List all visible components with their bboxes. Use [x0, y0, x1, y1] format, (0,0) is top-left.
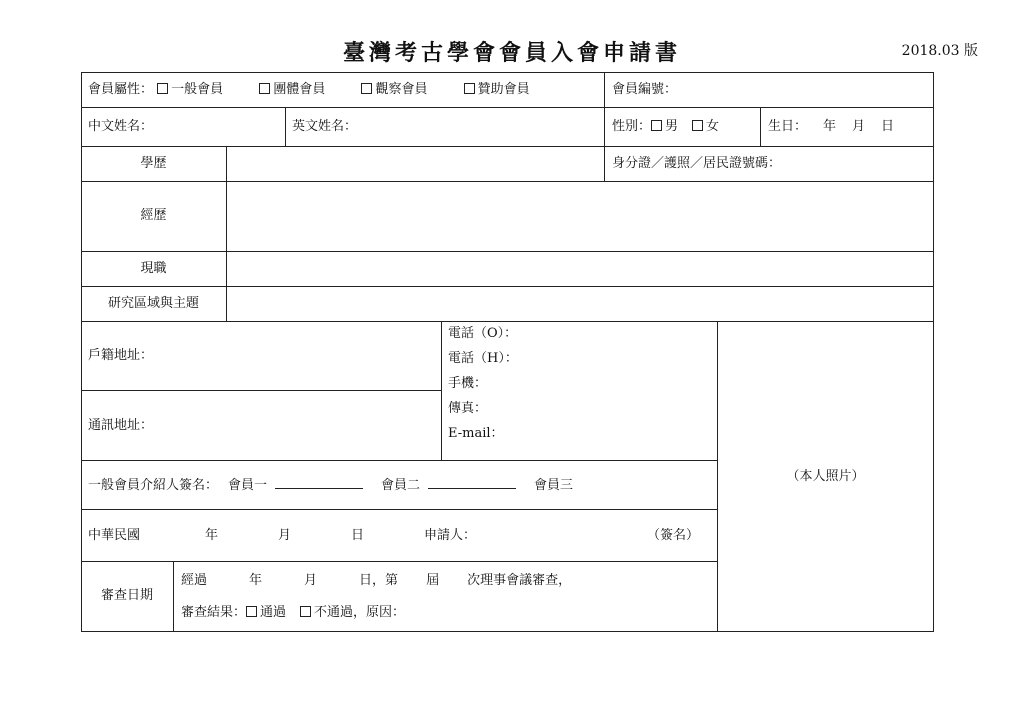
option-label: 團體會員 — [273, 82, 326, 97]
col-divider — [604, 72, 605, 107]
col-divider — [441, 321, 442, 460]
education-label: 學歷 — [140, 156, 167, 171]
photo-placeholder: （本人照片） — [786, 469, 865, 484]
row-divider — [81, 251, 934, 252]
row-divider — [81, 146, 934, 147]
current-job-label: 現職 — [140, 261, 167, 276]
referrer-3-label: 會員三 — [534, 478, 574, 493]
referral-label: 一般會員介紹人簽名： — [88, 478, 219, 493]
review-day-label: 日，第 — [359, 573, 399, 588]
referrer-1-label: 會員一 — [228, 478, 268, 493]
fail-checkbox[interactable] — [300, 606, 311, 617]
review-prefix: 經過 — [181, 573, 208, 588]
pass-checkbox[interactable] — [246, 606, 257, 617]
col-divider — [226, 146, 227, 321]
member-type-row — [88, 82, 562, 98]
female-checkbox[interactable] — [692, 120, 703, 131]
applicant-field[interactable]: 申請人： — [424, 528, 477, 543]
row-divider — [81, 561, 717, 562]
review-line-2 — [181, 605, 405, 621]
birthday-field[interactable] — [768, 119, 894, 135]
option-label: 觀察會員 — [375, 82, 428, 97]
row-divider — [81, 460, 717, 461]
option-label: 贊助會員 — [477, 82, 530, 97]
referral-row — [88, 478, 573, 494]
row-divider — [81, 181, 934, 182]
member-number-field[interactable]: 會員編號： — [612, 82, 678, 97]
date-day-label: 日 — [351, 528, 365, 543]
general-member-checkbox[interactable] — [157, 83, 168, 94]
option-observer-member[interactable] — [361, 82, 427, 97]
option-sponsor-member[interactable] — [464, 82, 530, 97]
male-checkbox[interactable] — [651, 120, 662, 131]
row-divider — [81, 286, 934, 287]
col-divider — [604, 107, 605, 181]
roc-label: 中華民國 — [88, 528, 141, 543]
birthday-label: 生日： — [768, 119, 808, 134]
gender-field — [612, 119, 719, 135]
review-session-label: 屆 — [426, 573, 440, 588]
birth-year-label: 年 — [823, 119, 837, 134]
row-divider — [81, 107, 934, 108]
male-label: 男 — [665, 119, 679, 134]
group-member-checkbox[interactable] — [259, 83, 270, 94]
review-date-label: 審查日期 — [100, 588, 153, 603]
review-result-label: 審查結果： — [181, 605, 247, 620]
signature-label: （簽名） — [647, 528, 700, 543]
gender-label: 性別： — [612, 119, 652, 134]
email-field[interactable]: E-mail： — [448, 426, 504, 441]
col-divider — [285, 107, 286, 146]
member-type-label: 會員屬性： — [88, 82, 154, 97]
col-divider — [760, 107, 761, 146]
col-divider — [173, 561, 174, 632]
date-year-label: 年 — [205, 528, 219, 543]
research-label: 研究區域與主題 — [107, 296, 199, 311]
review-month-label: 月 — [304, 573, 318, 588]
observer-member-checkbox[interactable] — [361, 83, 372, 94]
option-general-member[interactable] — [157, 82, 223, 97]
phone-home-field[interactable]: 電話（H）： — [448, 351, 518, 366]
female-label: 女 — [706, 119, 720, 134]
experience-label: 經歷 — [140, 208, 167, 223]
option-group-member[interactable] — [259, 82, 325, 97]
birth-month-label: 月 — [852, 119, 866, 134]
referrer-1-signature-line[interactable] — [275, 478, 363, 489]
mobile-field[interactable]: 手機： — [448, 376, 488, 391]
referrer-2-label: 會員二 — [381, 478, 421, 493]
review-line-1 — [181, 573, 571, 589]
phone-office-field[interactable]: 電話（O）： — [448, 326, 518, 341]
review-year-label: 年 — [249, 573, 263, 588]
form-version: 2018.03 版 — [901, 43, 978, 59]
fail-label: 不通過，原因： — [314, 605, 406, 620]
review-suffix: 次理事會議審查， — [467, 573, 572, 588]
row-divider — [81, 390, 441, 391]
pass-label: 通過 — [260, 605, 287, 620]
household-address-field[interactable]: 戶籍地址： — [88, 348, 154, 363]
form-title: 臺灣考古學會會員入會申請書 — [342, 40, 681, 66]
row-divider — [81, 509, 717, 510]
row-divider — [81, 321, 934, 322]
date-month-label: 月 — [278, 528, 292, 543]
birth-day-label: 日 — [881, 119, 895, 134]
mailing-address-field[interactable]: 通訊地址： — [88, 418, 154, 433]
sponsor-member-checkbox[interactable] — [464, 83, 475, 94]
chinese-name-field[interactable]: 中文姓名： — [88, 119, 154, 134]
fax-field[interactable]: 傳真： — [448, 401, 488, 416]
referrer-2-signature-line[interactable] — [428, 478, 516, 489]
english-name-field[interactable]: 英文姓名： — [292, 119, 358, 134]
id-number-field[interactable]: 身分證／護照／居民證號碼： — [612, 156, 782, 171]
option-label: 一般會員 — [171, 82, 224, 97]
